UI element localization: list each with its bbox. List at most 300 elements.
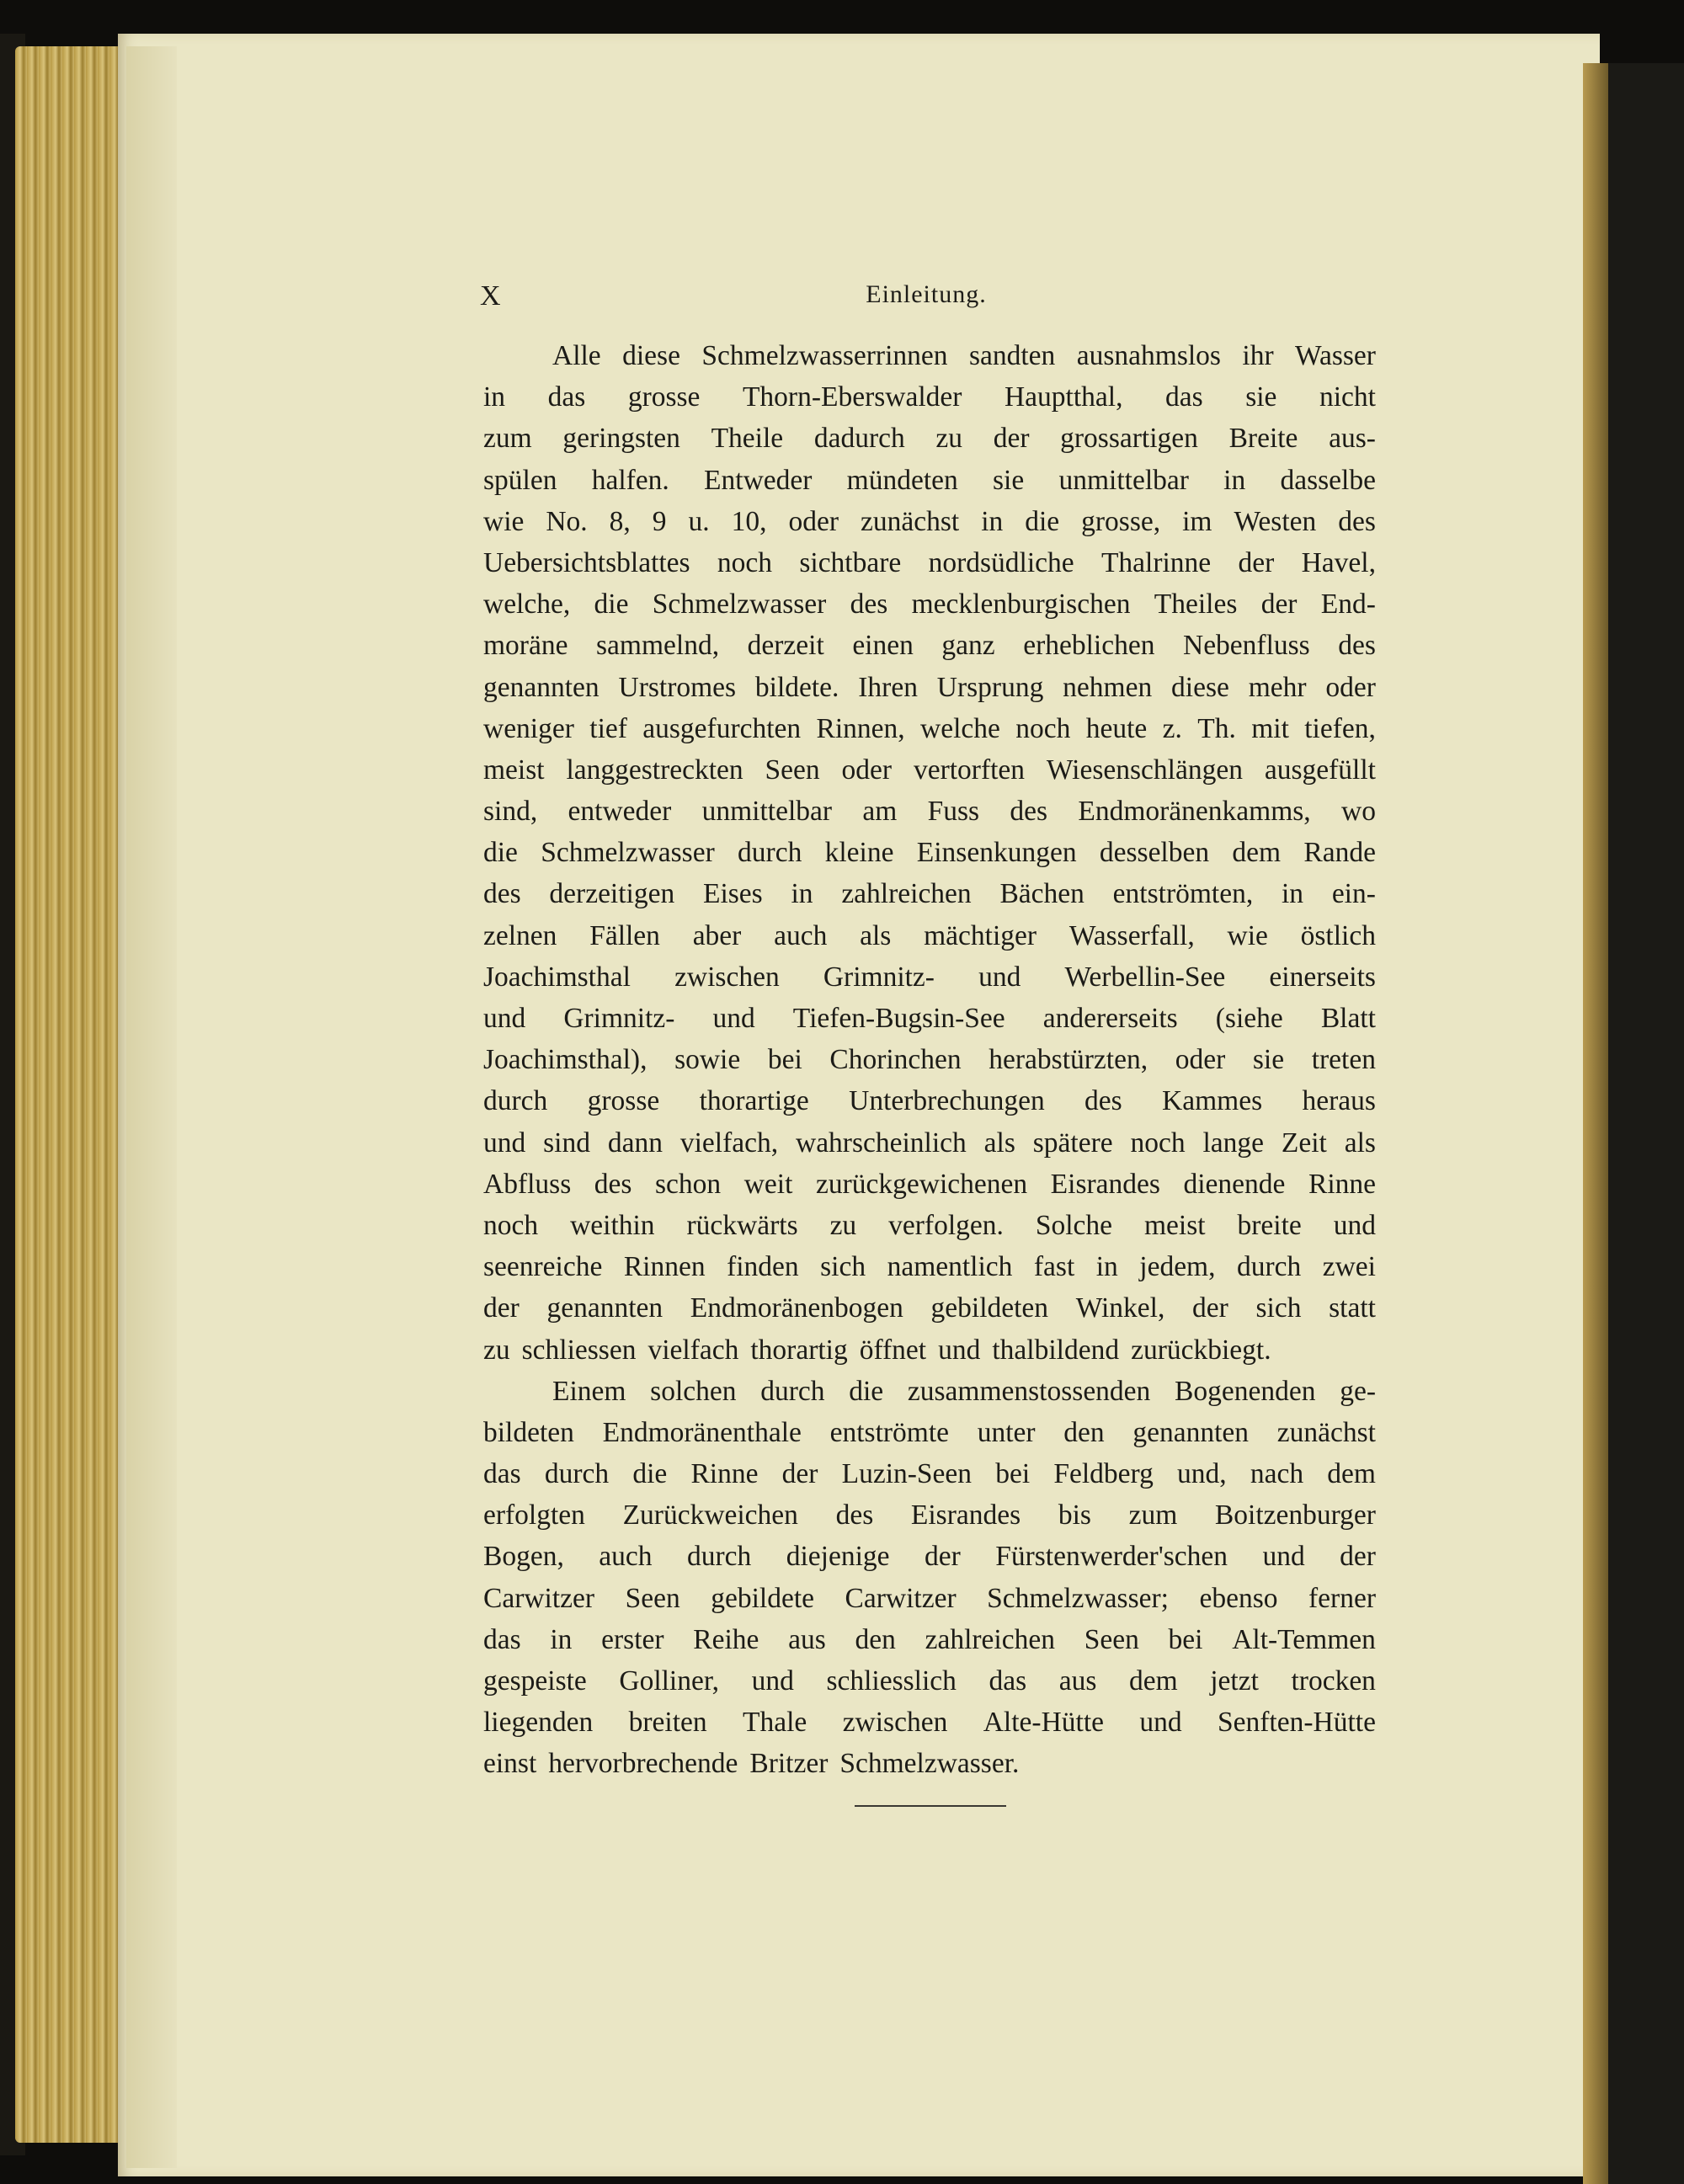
word: genannten — [483, 671, 600, 703]
word: Bächen — [999, 878, 1084, 910]
word: Senften-Hütte — [1218, 1707, 1376, 1739]
word: finden — [727, 1251, 799, 1283]
word: Kammes — [1162, 1085, 1263, 1117]
word: Uebersichtsblattes — [483, 546, 690, 578]
word: wie — [483, 505, 525, 537]
word: Thale — [743, 1707, 807, 1739]
text-line — [483, 1702, 1376, 1743]
text-line — [483, 418, 1376, 459]
text-line — [483, 915, 1376, 956]
word: End- — [1320, 589, 1376, 621]
word: zu — [483, 1334, 510, 1366]
word: oder — [788, 505, 839, 537]
word: am — [862, 796, 898, 828]
word: Alt-Temmen — [1232, 1623, 1376, 1655]
word: sich — [1255, 1292, 1302, 1324]
word: Schmelzwasser — [541, 837, 715, 869]
word: nach — [1250, 1458, 1304, 1490]
word: lange — [1202, 1127, 1265, 1159]
word: aus- — [1329, 423, 1376, 455]
text-line — [483, 708, 1376, 749]
word: das — [483, 1458, 521, 1490]
word: (siehe — [1215, 1003, 1283, 1034]
word: Havel, — [1301, 546, 1376, 578]
text-line — [483, 1494, 1376, 1536]
word: Bogenenden — [1175, 1375, 1316, 1407]
word: 10, — [731, 505, 767, 537]
word: geringsten — [562, 423, 680, 455]
word: bildeten — [483, 1416, 574, 1448]
word: Eises — [703, 878, 763, 910]
word: Ursprung — [936, 671, 1044, 703]
text-line — [483, 1287, 1376, 1329]
word: mächtiger — [924, 919, 1037, 951]
text-line — [483, 791, 1376, 832]
word: des — [1010, 796, 1048, 828]
word: zu — [935, 423, 963, 455]
word: unmittelbar — [1058, 464, 1189, 496]
text-line — [483, 1205, 1376, 1246]
word: Boitzenburger — [1214, 1500, 1376, 1531]
word: Th. — [1197, 712, 1236, 744]
word: bei — [995, 1458, 1031, 1490]
word: zum — [483, 423, 532, 455]
word: Carwitzer — [483, 1582, 595, 1614]
word: zum — [1128, 1500, 1178, 1531]
word: durch — [687, 1541, 752, 1573]
word: östlich — [1300, 919, 1376, 951]
word: genannten — [1132, 1416, 1250, 1448]
word: aus — [788, 1623, 826, 1655]
word: und — [751, 1665, 794, 1697]
word: weniger — [483, 712, 574, 744]
word: langgestreckten — [566, 754, 743, 786]
word: jetzt — [1210, 1665, 1259, 1697]
word: in — [1095, 1251, 1118, 1283]
text-line — [483, 1371, 1376, 1412]
word: zusammenstossenden — [907, 1375, 1151, 1407]
word: grosse, — [1081, 505, 1161, 537]
word: Reihe — [693, 1623, 759, 1655]
word: thorartige — [699, 1085, 809, 1117]
word: des — [483, 878, 521, 910]
word: Blatt — [1320, 1003, 1376, 1034]
word: schliesslich — [826, 1665, 957, 1697]
word: in — [981, 505, 1004, 537]
word: Winkel, — [1075, 1292, 1165, 1324]
body-text — [483, 335, 1376, 1785]
word: Eisrandes — [1050, 1168, 1160, 1200]
word: Einem — [552, 1375, 626, 1407]
word: ausnahmslos — [1076, 340, 1221, 371]
word: der — [1340, 1541, 1376, 1573]
word: auch — [599, 1541, 653, 1573]
word: des — [1084, 1085, 1122, 1117]
word: durch — [1236, 1251, 1302, 1283]
word: thorartig — [750, 1334, 848, 1366]
text-line — [483, 1164, 1376, 1205]
word: in — [791, 878, 813, 910]
word: Bogen, — [483, 1541, 564, 1573]
word: durch — [760, 1375, 825, 1407]
word: Unterbrechungen — [849, 1085, 1045, 1117]
word: oder — [841, 754, 893, 786]
word: und — [938, 1334, 981, 1366]
word: des — [1338, 630, 1376, 662]
word: ausgefüllt — [1264, 754, 1376, 786]
word: zwei — [1322, 1251, 1376, 1283]
word: des — [1338, 505, 1376, 537]
word: tiefen, — [1304, 712, 1376, 744]
word: ferner — [1308, 1582, 1376, 1614]
word: u. — [688, 505, 710, 537]
text-line — [483, 376, 1376, 418]
word: Einsenkungen — [916, 837, 1077, 869]
word: als — [1344, 1127, 1376, 1159]
word: Schmelzwasser — [652, 589, 827, 621]
word: noch — [483, 1209, 539, 1241]
word: und, — [1177, 1458, 1227, 1490]
word: einst — [483, 1748, 537, 1780]
word: Hauptthal, — [1004, 381, 1123, 413]
word: Schmelzwasserrinnen — [701, 340, 948, 371]
word: das — [989, 1665, 1027, 1697]
word: meist — [483, 754, 545, 786]
word: zahlreichen — [925, 1623, 1055, 1655]
word: sichtbare — [799, 546, 902, 578]
word: Nebenfluss — [1183, 630, 1310, 662]
text-line — [483, 1039, 1376, 1080]
word: der — [993, 423, 1030, 455]
word: das — [1165, 381, 1203, 413]
word: oder — [1175, 1044, 1226, 1076]
word: Theiles — [1154, 589, 1238, 621]
text-line — [483, 1619, 1376, 1660]
word: sammelnd, — [596, 630, 720, 662]
word: bildete. — [754, 671, 839, 703]
word: dann — [607, 1127, 663, 1159]
word: Abfluss — [483, 1168, 572, 1200]
word: heraus — [1302, 1085, 1376, 1117]
word: Zeit — [1281, 1127, 1327, 1159]
word: genannten — [546, 1292, 663, 1324]
word: erfolgten — [483, 1500, 585, 1531]
word: der — [483, 1292, 520, 1324]
word: zwischen — [842, 1707, 948, 1739]
word: verfolgen. — [888, 1209, 1004, 1241]
word: grosse — [587, 1085, 660, 1117]
word: der — [781, 1458, 818, 1490]
word: ganz — [941, 630, 995, 662]
word: ein- — [1331, 878, 1376, 910]
word: den — [855, 1623, 896, 1655]
word: Chorinchen — [829, 1044, 962, 1076]
word: einerseits — [1269, 961, 1376, 993]
word: im — [1182, 505, 1212, 537]
text-line — [483, 583, 1376, 625]
page-number: X — [480, 280, 501, 312]
word: Wasserfall, — [1068, 919, 1195, 951]
word: unter — [977, 1416, 1036, 1448]
word: weithin — [570, 1209, 655, 1241]
word: zunächst — [1276, 1416, 1376, 1448]
word: welche — [920, 712, 1000, 744]
word: zwischen — [674, 961, 780, 993]
word: Theile — [711, 423, 784, 455]
word: Golliner, — [619, 1665, 720, 1697]
word: sie — [993, 464, 1025, 496]
word: nehmen — [1063, 671, 1153, 703]
text-line — [483, 1743, 1376, 1784]
word: statt — [1329, 1292, 1376, 1324]
word: Wasser — [1295, 340, 1376, 371]
word: Thalrinne — [1100, 546, 1212, 578]
word: sich — [820, 1251, 866, 1283]
word: derzeitigen — [549, 878, 675, 910]
word: dasselbe — [1280, 464, 1376, 496]
word: vielfach — [647, 1334, 739, 1366]
word: gebildeten — [930, 1292, 1049, 1324]
word: Schmelzwasser. — [839, 1748, 1020, 1780]
word: herabstürzten, — [989, 1044, 1148, 1076]
word: Eisrandes — [910, 1500, 1021, 1531]
word: Fürstenwerder'schen — [995, 1541, 1228, 1573]
text-line — [483, 460, 1376, 501]
text-line — [483, 667, 1376, 708]
text-line — [483, 1578, 1376, 1619]
word: zunächst — [861, 505, 960, 537]
word: dem — [1232, 837, 1282, 869]
word: thalbildend — [992, 1334, 1120, 1366]
word: Solche — [1035, 1209, 1113, 1241]
word: Endmoränenkamms, — [1078, 796, 1311, 828]
word: schon — [655, 1168, 722, 1200]
word: des — [850, 589, 888, 621]
word: sind — [543, 1127, 590, 1159]
word: aus — [1058, 1665, 1097, 1697]
word: Seen — [1084, 1623, 1139, 1655]
word: Feldberg — [1053, 1458, 1154, 1490]
word: Alle — [552, 340, 601, 371]
word: noch — [1015, 712, 1071, 744]
word: und — [1139, 1707, 1182, 1739]
word: und — [1262, 1541, 1305, 1573]
word: der — [1238, 546, 1275, 578]
word: Rinnen — [623, 1251, 706, 1283]
word: moräne — [483, 630, 568, 662]
word: entweder — [568, 796, 672, 828]
paragraph — [483, 335, 1376, 1371]
word: durch — [544, 1458, 610, 1490]
word: oder — [1325, 671, 1376, 703]
word: Urstromes — [618, 671, 737, 703]
word: nicht — [1319, 381, 1376, 413]
word: jedem, — [1139, 1251, 1216, 1283]
text-line — [483, 956, 1376, 998]
word: in — [483, 381, 506, 413]
word: solchen — [650, 1375, 737, 1407]
text-line — [483, 1660, 1376, 1702]
word: auch — [774, 919, 828, 951]
text-line — [483, 335, 1376, 376]
word: breiten — [628, 1707, 707, 1739]
word: erheblichen — [1023, 630, 1155, 662]
word: sind, — [483, 796, 538, 828]
word: durch — [483, 1085, 548, 1117]
word: Endmoränenbogen — [690, 1292, 903, 1324]
word: grossartigen — [1060, 423, 1198, 455]
text-line — [483, 998, 1376, 1039]
text-line — [483, 873, 1376, 914]
word: die — [632, 1458, 668, 1490]
word: diese — [1171, 671, 1229, 703]
word: No. — [546, 505, 588, 537]
word: Thorn-Eberswalder — [742, 381, 962, 413]
text-line — [483, 1122, 1376, 1164]
text-line — [483, 501, 1376, 542]
word: wo — [1341, 796, 1376, 828]
word: Rinne — [1308, 1168, 1376, 1200]
word: spülen — [483, 464, 557, 496]
text-line — [483, 542, 1376, 583]
word: Westen — [1234, 505, 1317, 537]
word: Fällen — [589, 919, 660, 951]
word: zu — [829, 1209, 857, 1241]
word: zahlreichen — [841, 878, 972, 910]
word: spätere — [1032, 1127, 1113, 1159]
word: in — [1223, 464, 1246, 496]
word: gebildete — [711, 1582, 815, 1614]
text-line — [483, 749, 1376, 791]
word: Wiesenschlängen — [1046, 754, 1243, 786]
word: Ihren — [858, 671, 918, 703]
word: Joachimsthal), — [483, 1044, 647, 1076]
word: Entweder — [704, 464, 813, 496]
word: Carwitzer — [845, 1582, 957, 1614]
closing-rule — [855, 1805, 1006, 1807]
text-line — [483, 1246, 1376, 1287]
word: Grimnitz- — [563, 1003, 675, 1034]
text-line — [483, 1412, 1376, 1453]
word: des — [594, 1168, 632, 1200]
word: sie — [1245, 381, 1277, 413]
word: nordsüdliche — [928, 546, 1074, 578]
word: diejenige — [786, 1541, 890, 1573]
text-line — [483, 1453, 1376, 1494]
word: bei — [1168, 1623, 1203, 1655]
word: ausgefurchten — [642, 712, 802, 744]
word: wie — [1227, 919, 1268, 951]
word: und — [1333, 1209, 1376, 1241]
word: Fuss — [927, 796, 980, 828]
word: Joachimsthal — [483, 961, 631, 993]
word: als — [860, 919, 892, 951]
word: dem — [1128, 1665, 1178, 1697]
word: kleine — [824, 837, 894, 869]
word: noch — [717, 546, 773, 578]
word: in — [1281, 878, 1304, 910]
word: und — [978, 961, 1021, 993]
word: Luzin-Seen — [841, 1458, 973, 1490]
word: sandten — [968, 340, 1056, 371]
text-line — [483, 1329, 1376, 1371]
word: einen — [852, 630, 914, 662]
word: die — [483, 837, 518, 869]
word: 9 — [652, 505, 667, 537]
word: und — [712, 1003, 755, 1034]
word: desselben — [1099, 837, 1210, 869]
word: mit — [1251, 712, 1289, 744]
word: Seen — [625, 1582, 680, 1614]
word: das — [547, 381, 586, 413]
word: andererseits — [1042, 1003, 1178, 1034]
word: halfen. — [591, 464, 669, 496]
word: seenreiche — [483, 1251, 603, 1283]
word: noch — [1130, 1127, 1186, 1159]
word: mecklenburgischen — [911, 589, 1131, 621]
word: gespeiste — [483, 1665, 587, 1697]
word: ihr — [1242, 340, 1274, 371]
word: und — [483, 1003, 526, 1034]
word: Seen — [765, 754, 820, 786]
word: Breite — [1228, 423, 1298, 455]
word: dienende — [1183, 1168, 1286, 1200]
word: rückwärts — [686, 1209, 798, 1241]
word: Schmelzwasser; — [987, 1582, 1169, 1614]
word: erster — [601, 1623, 664, 1655]
word: Rinnen, — [816, 712, 905, 744]
word: die — [594, 589, 629, 621]
word: in — [550, 1623, 573, 1655]
word: öffnet — [859, 1334, 927, 1366]
word: das — [483, 1623, 521, 1655]
text-line — [483, 1080, 1376, 1121]
word: des — [835, 1500, 874, 1531]
page-margin-shadow — [126, 46, 177, 2168]
word: Britzer — [749, 1748, 829, 1780]
word: den — [1063, 1416, 1105, 1448]
word: dem — [1327, 1458, 1376, 1490]
word: liegenden — [483, 1707, 594, 1739]
word: zelnen — [483, 919, 557, 951]
chapter-title: Einleitung. — [866, 280, 987, 308]
word: schliessen — [521, 1334, 637, 1366]
word: ebenso — [1199, 1582, 1278, 1614]
text-line — [483, 832, 1376, 873]
word: heute — [1085, 712, 1148, 744]
word: weit — [743, 1168, 793, 1200]
word: mündeten — [846, 464, 958, 496]
word: vielfach, — [679, 1127, 779, 1159]
word: Alte-Hütte — [983, 1707, 1104, 1739]
word: ge- — [1340, 1375, 1376, 1407]
word: sie — [1252, 1044, 1285, 1076]
word: mehr — [1248, 671, 1307, 703]
word: namentlich — [887, 1251, 1013, 1283]
word: entströmte — [829, 1416, 950, 1448]
word: unmittelbar — [701, 796, 833, 828]
word: grosse — [627, 381, 701, 413]
word: bis — [1058, 1500, 1091, 1531]
word: entströmten, — [1112, 878, 1254, 910]
word: tief — [589, 712, 627, 744]
word: vertorften — [913, 754, 1026, 786]
word: wahrscheinlich — [796, 1127, 967, 1159]
word: dadurch — [813, 423, 905, 455]
word: die — [849, 1375, 884, 1407]
word: und — [483, 1127, 526, 1159]
word: hervorbrechende — [548, 1748, 738, 1780]
